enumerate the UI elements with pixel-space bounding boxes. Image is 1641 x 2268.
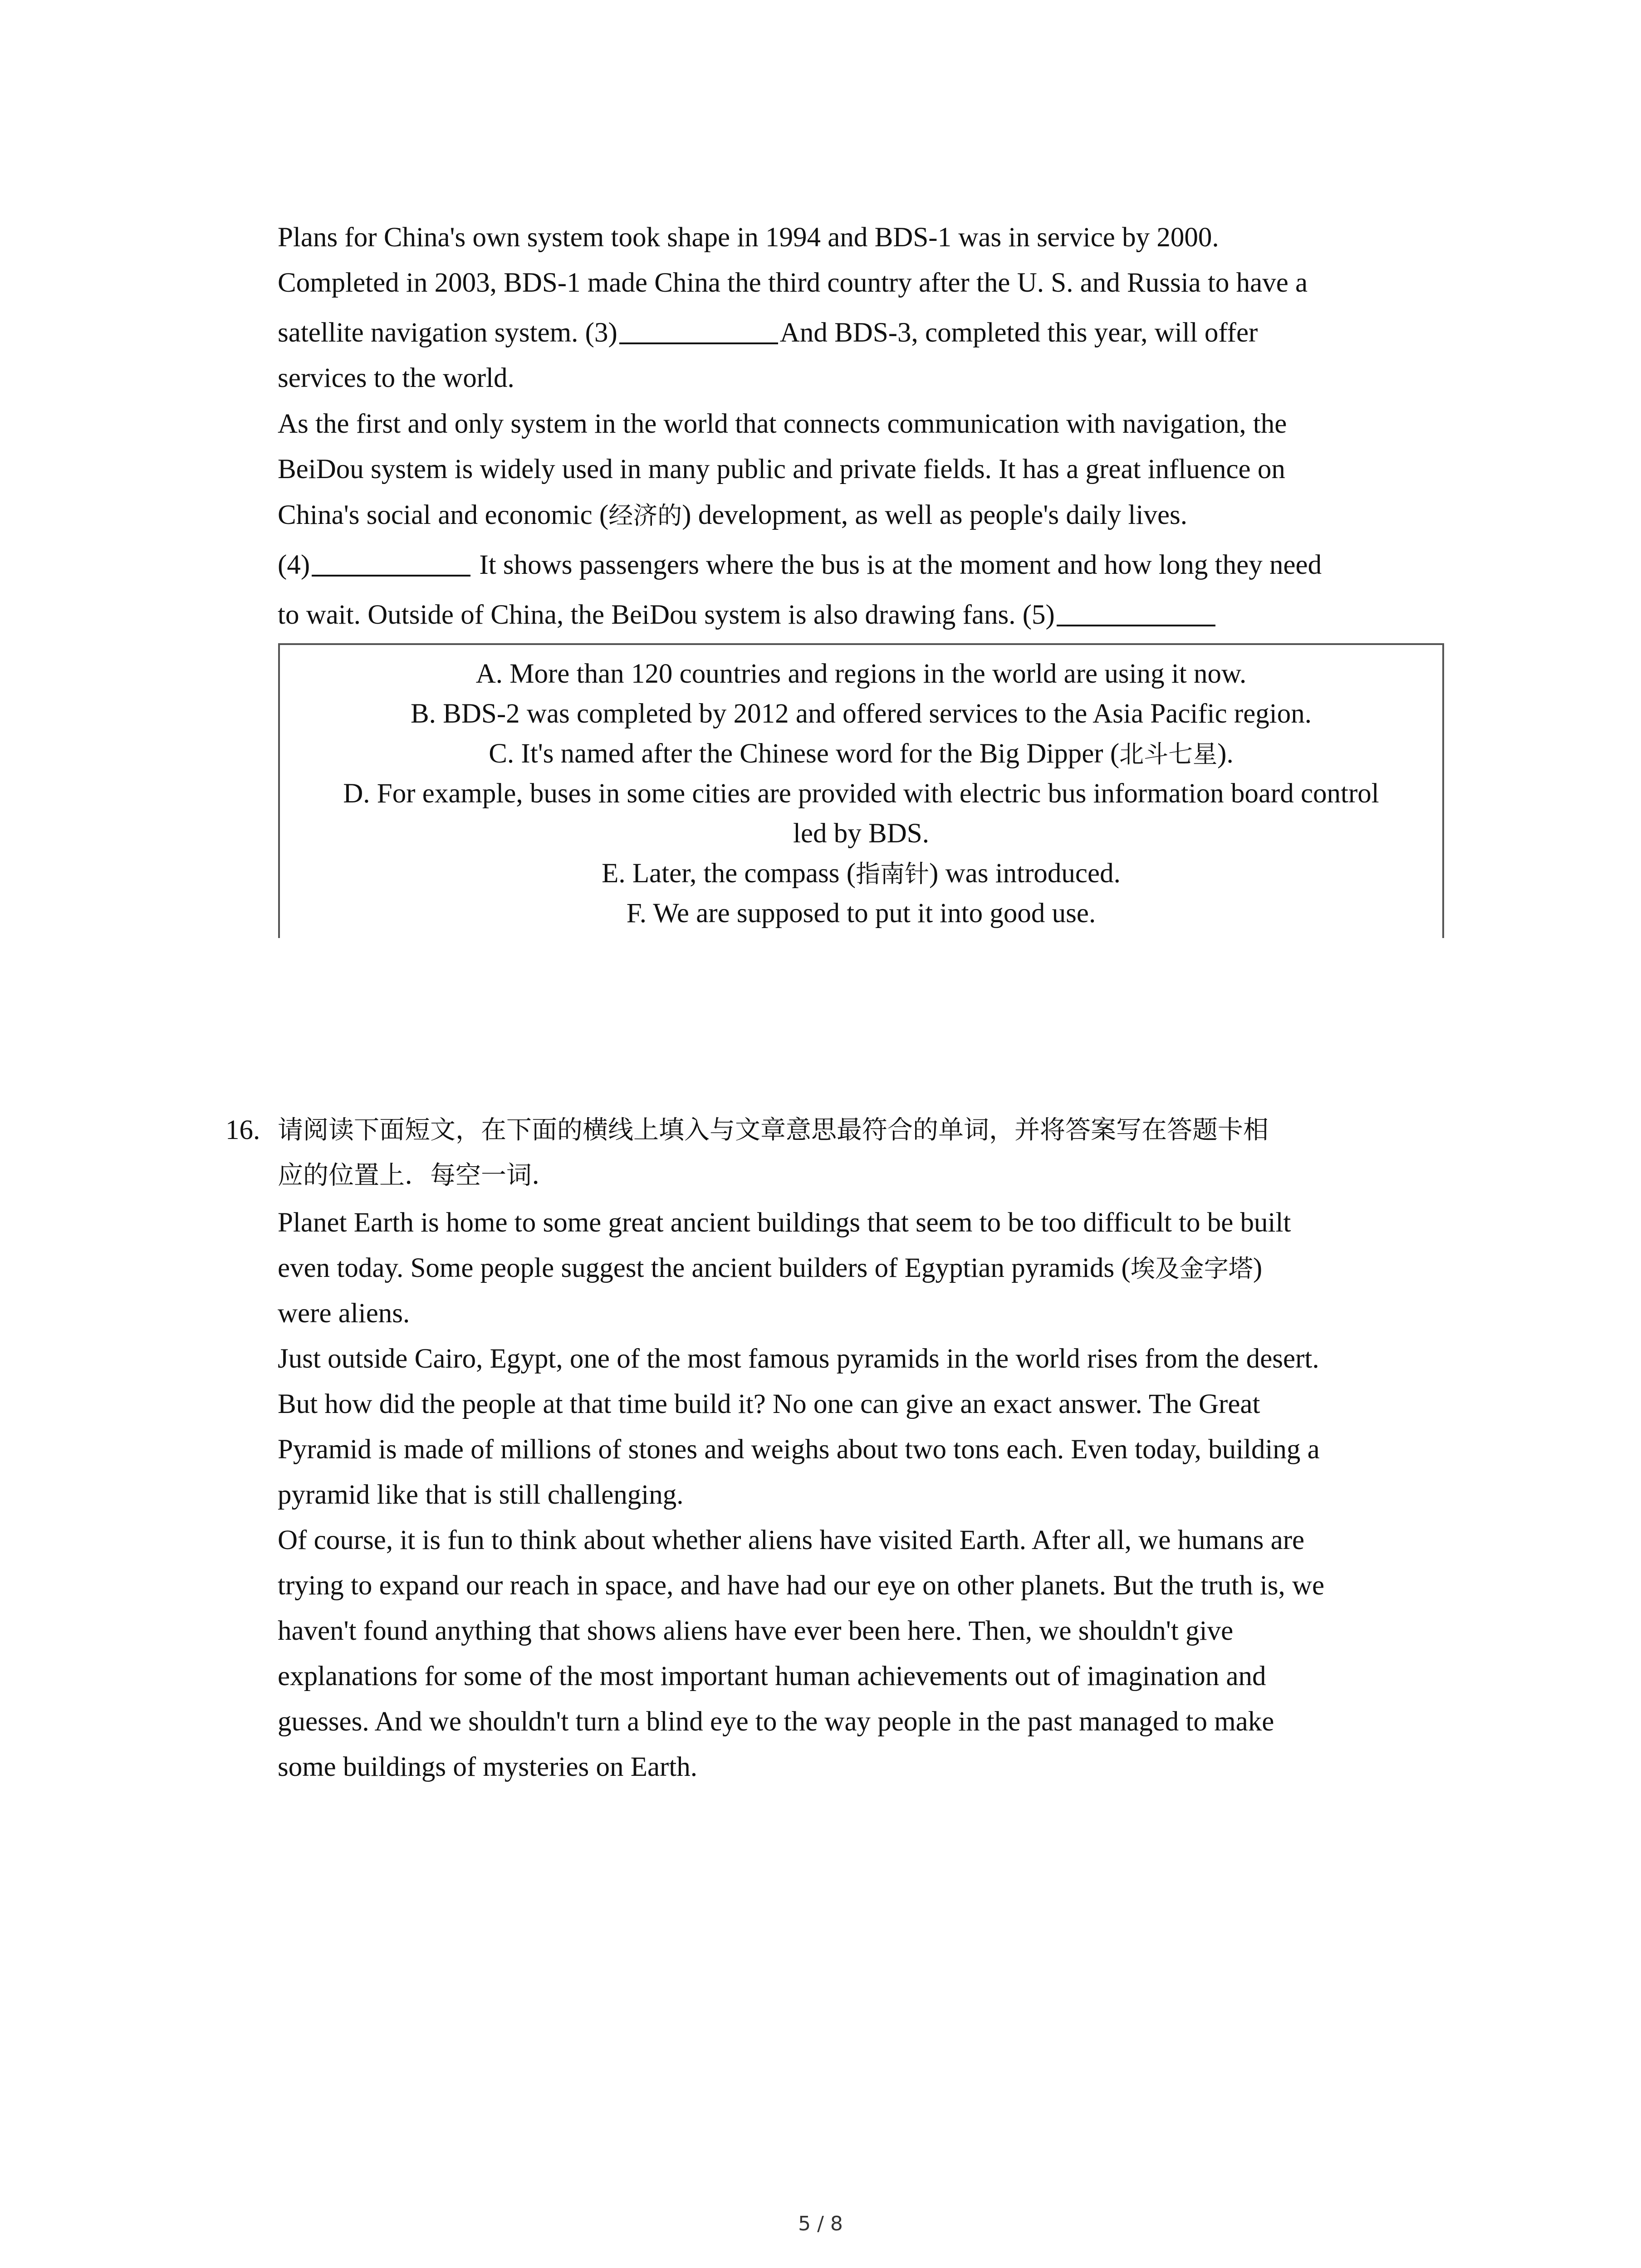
passage2-line-3: were aliens. [278, 1298, 410, 1329]
option-e [280, 854, 1442, 894]
option-b: B. BDS-2 was completed by 2012 and offered services to the Asia Pacific region. [411, 699, 1312, 729]
passage1-line-7-part-1: China's social and economic ( [278, 500, 609, 530]
answer-blank-4 [312, 547, 470, 577]
passage2-line-2-part-2: ) [1253, 1253, 1263, 1283]
passage1-line-9-before: to wait. Outside of China, the BeiDou system is also drawing fans. (5) [278, 600, 1055, 630]
passage2-line-1: Planet Earth is home to some great ancient buildings that seem to be too difficult to be built [278, 1207, 1291, 1238]
passage1-line-8-after: It shows passengers where the bus is at the moment and how long they need [472, 550, 1322, 580]
passage1-line-8-before: (4) [278, 550, 310, 580]
option-c-before: C. It's named after the Chinese word for the Big Dipper ( [489, 738, 1120, 769]
passage1-line-7 [278, 493, 1457, 538]
question-number: 16. [225, 1115, 260, 1145]
option-e-after: ) was introduced. [929, 858, 1121, 889]
passage1-line-5: As the first and only system in the world that connects communication with navigation, the [278, 409, 1287, 439]
answer-blank-5 [1057, 597, 1215, 626]
passage2-line-6: Pyramid is made of millions of stones and weighs about two tons each. Even today, building a [278, 1434, 1320, 1465]
passage2-line-2 [278, 1246, 1457, 1291]
option-e-cjk: 指南针 [856, 860, 930, 888]
passage1-line-7-cjk: 经济的 [608, 501, 682, 530]
passage1-line-6: BeiDou system is widely used in many public and private fields. It has a great influence on [278, 454, 1285, 484]
option-d: D. For example, buses in some cities are provided with electric bus information board control [343, 778, 1379, 809]
passage1-line-4: services to the world. [278, 363, 514, 393]
passage1-line-3 [278, 310, 1457, 356]
passage2-line-2-part-1: even today. Some people suggest the ancient builders of Egyptian pyramids ( [278, 1253, 1131, 1283]
passage2-line-7: pyramid like that is still challenging. [278, 1480, 684, 1510]
option-f: F. We are supposed to put it into good use. [626, 898, 1096, 929]
passage1-line-2: Completed in 2003, BDS-1 made China the third country after the U. S. and Russia to have a [278, 268, 1308, 298]
passage1-line-8 [278, 543, 1457, 588]
passage2-line-5: But how did the people at that time build it? No one can give an exact answer. The Great [278, 1389, 1260, 1419]
question16-instruction-1: 请阅读下面短文，在下面的横线上填入与文章意思最符合的单词，并将答案写在答题卡相 [278, 1115, 1269, 1145]
option-a: A. More than 120 countries and regions in the world are using it now. [475, 659, 1247, 689]
passage1-line-3-before: satellite navigation system. (3) [278, 318, 617, 348]
passage2-line-8: Of course, it is fun to think about whether aliens have visited Earth. After all, we humans are [278, 1525, 1305, 1555]
options-box [278, 643, 1444, 938]
passage2-line-4: Just outside Cairo, Egypt, one of the most famous pyramids in the world rises from the desert. [278, 1344, 1319, 1374]
passage1-line-9 [278, 592, 1457, 638]
option-c-after: ). [1217, 738, 1234, 769]
passage2-line-2-cjk: 埃及金字塔 [1130, 1254, 1253, 1283]
option-e-before: E. Later, the compass ( [602, 858, 856, 889]
answer-blank-3 [619, 315, 778, 344]
passage2-line-13: some buildings of mysteries on Earth. [278, 1752, 698, 1782]
passage1-line-1: Plans for China's own system took shape in 1994 and BDS-1 was in service by 2000. [278, 222, 1219, 253]
option-d-continued: led by BDS. [793, 818, 929, 849]
option-c-cjk: 北斗七星 [1119, 740, 1218, 768]
passage1-line-7-part-2: ) development, as well as people's daily lives. [682, 500, 1188, 530]
passage2-line-9: trying to expand our reach in space, and have had our eye on other planets. But the truth is, we [278, 1570, 1325, 1601]
page-number: 5 / 8 [798, 2212, 843, 2235]
option-c [280, 734, 1442, 774]
passage2-line-12: guesses. And we shouldn't turn a blind eye to the way people in the past managed to make [278, 1706, 1274, 1737]
passage2-line-10: haven't found anything that shows aliens have ever been here. Then, we shouldn't give [278, 1616, 1234, 1646]
question16-instruction-2: 应的位置上．每空一词． [278, 1161, 557, 1190]
passage2-line-11: explanations for some of the most important human achievements out of imagination and [278, 1661, 1266, 1691]
passage1-line-3-after: And BDS-3, completed this year, will offer [779, 318, 1258, 348]
